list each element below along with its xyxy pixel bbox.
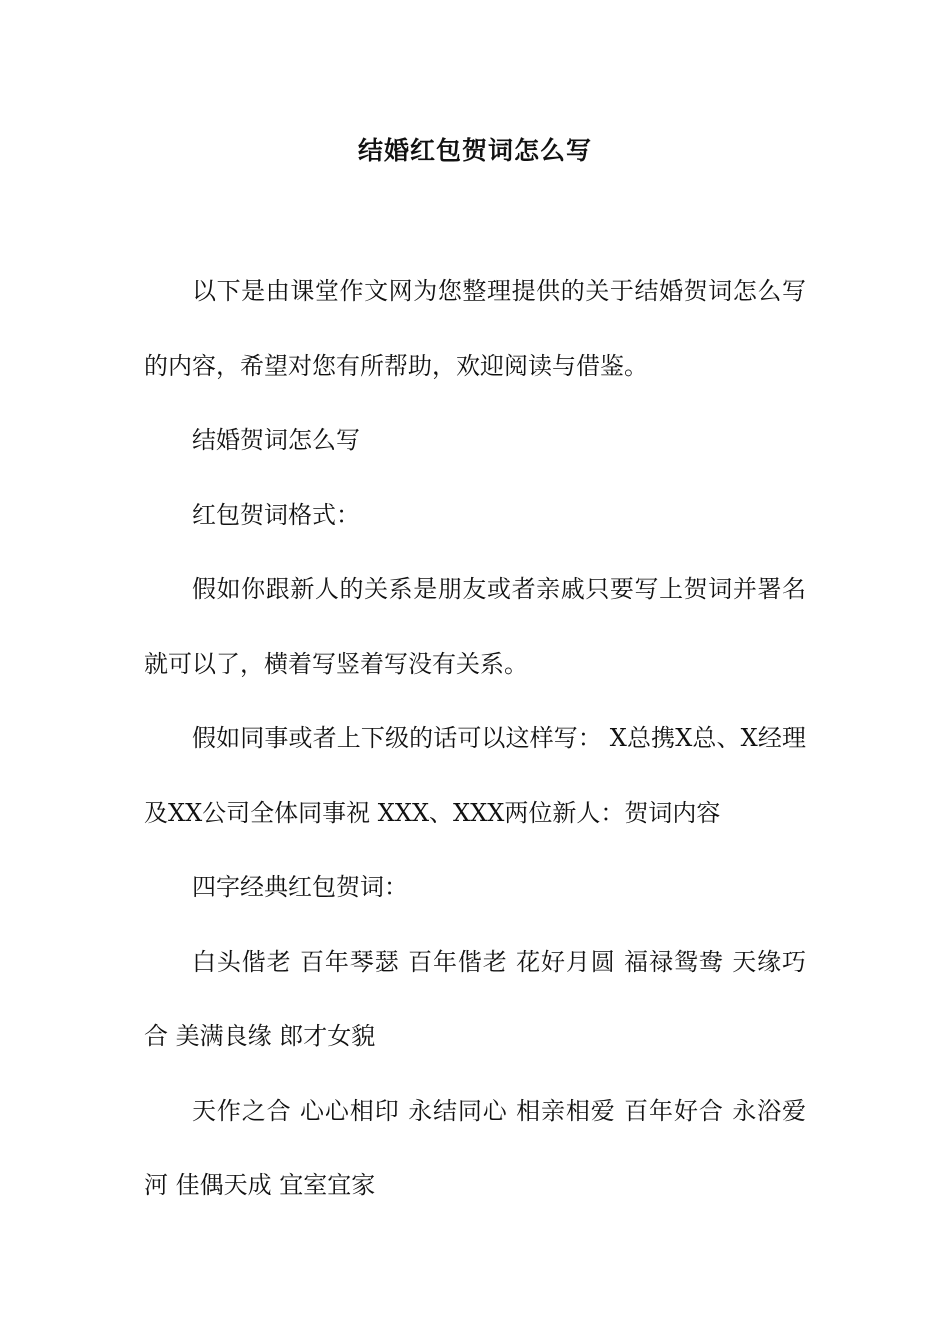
paragraph-heading: 结婚贺词怎么写 [192,426,360,454]
paragraph-format-heading: 红包贺词格式： [192,500,360,529]
paragraph-idioms-1: 白头偕老 百年琴瑟 百年偕老 花好月圆 福禄鸳鸯 天缘巧合 美满良缘 郎才女貌 [144,947,806,1050]
document-body [144,254,806,1223]
paragraph-intro: 以下是由课堂作文网为您整理提供的关于结婚贺词怎么写的内容，希望对您有所帮助，欢迎阅读与借鉴。 [144,277,806,380]
paragraph-idioms-2: 天作之合 心心相印 永结同心 相亲相爱 百年好合 永浴爱河 佳偶天成 宜室宜家 [144,1096,806,1199]
paragraph-friends: 假如你跟新人的关系是朋友或者亲戚只要写上贺词并署名就可以了，横着写竖着写没有关系。 [144,575,806,678]
paragraph-colleagues: 假如同事或者上下级的话可以这样写： X总携X总、X经理及XX公司全体同事祝 XXX、XXX两位新人：贺词内容 [144,724,806,827]
document-title: 结婚红包贺词怎么写 [357,136,592,165]
paragraph-four-char-heading: 四字经典红包贺词： [192,873,408,901]
